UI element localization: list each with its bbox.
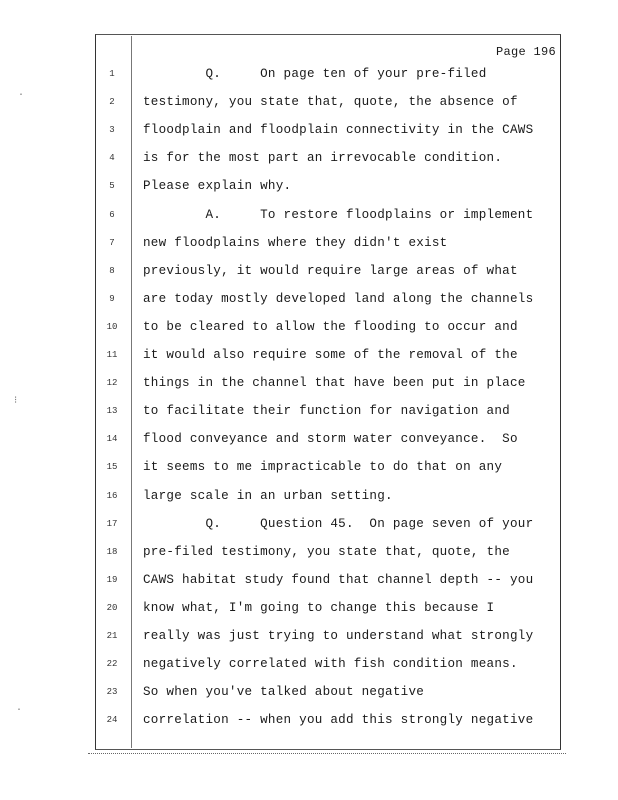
bottom-divider bbox=[88, 753, 566, 754]
line-text: new floodplains where they didn't exist bbox=[143, 235, 448, 250]
line-number: 9 bbox=[109, 293, 115, 304]
line-number: 3 bbox=[109, 125, 115, 136]
line-number: 21 bbox=[106, 631, 118, 641]
line-number: 1 bbox=[109, 69, 115, 79]
line-text: things in the channel that have been put in place bbox=[143, 376, 526, 391]
line-text: negatively correlated with fish condition means. bbox=[143, 657, 518, 672]
line-text: it would also require some of the removal of the bbox=[143, 348, 518, 362]
line-text: flood conveyance and storm water conveyance. So bbox=[143, 432, 518, 447]
transcript-line bbox=[0, 514, 618, 534]
line-number: 4 bbox=[109, 153, 115, 164]
page-number: Page 196 bbox=[495, 45, 556, 59]
line-text: pre-filed testimony, you state that, quote, the bbox=[143, 544, 510, 559]
line-text: Q. Question 45. On page seven of your bbox=[143, 516, 534, 531]
line-number: 8 bbox=[109, 265, 115, 276]
transcript-line bbox=[0, 654, 618, 674]
line-text: to be cleared to allow the flooding to occur and bbox=[143, 319, 518, 334]
transcript-line bbox=[0, 429, 618, 449]
transcript-line bbox=[0, 598, 618, 618]
line-text: really was just trying to understand what strongly bbox=[143, 629, 534, 643]
line-number: 20 bbox=[106, 602, 118, 613]
line-text: Q. On page ten of your pre-filed bbox=[143, 67, 487, 81]
line-number: 14 bbox=[106, 434, 118, 445]
line-number: 5 bbox=[109, 181, 115, 192]
line-text: large scale in an urban setting. bbox=[143, 488, 393, 503]
transcript-line bbox=[0, 317, 618, 337]
line-text: testimony, you state that, quote, the absence of bbox=[143, 95, 518, 110]
line-number: 13 bbox=[106, 406, 118, 417]
transcript-line bbox=[0, 205, 618, 225]
line-number: 15 bbox=[106, 462, 118, 473]
transcript-line bbox=[0, 457, 618, 477]
transcript-line bbox=[0, 710, 618, 730]
transcript-line bbox=[0, 233, 618, 253]
transcript-line bbox=[0, 120, 618, 140]
line-text: to facilitate their function for navigation and bbox=[143, 404, 510, 419]
line-text: it seems to me impracticable to do that on any bbox=[143, 460, 503, 475]
line-text: Please explain why. bbox=[143, 179, 292, 194]
transcript-line bbox=[0, 401, 618, 421]
transcript-line bbox=[0, 64, 618, 84]
transcript-line bbox=[0, 570, 618, 590]
transcript-line bbox=[0, 261, 618, 281]
scan-mark: ⁝ bbox=[14, 396, 18, 407]
transcript-line bbox=[0, 486, 618, 506]
scan-mark: · bbox=[18, 90, 25, 101]
line-number: 22 bbox=[106, 659, 118, 670]
line-text: are today mostly developed land along the channels bbox=[143, 291, 534, 306]
line-number: 19 bbox=[106, 574, 118, 585]
line-text: A. To restore floodplains or implement bbox=[143, 207, 534, 222]
line-number: 6 bbox=[109, 209, 115, 220]
line-text: floodplain and floodplain connectivity in the CAWS bbox=[143, 123, 534, 138]
line-number: 23 bbox=[106, 687, 118, 698]
line-text: know what, I'm going to change this because I bbox=[143, 600, 495, 615]
line-number: 24 bbox=[106, 715, 118, 726]
transcript-line bbox=[0, 92, 618, 112]
transcript-line bbox=[0, 626, 618, 646]
line-number: 11 bbox=[106, 350, 118, 360]
transcript-line bbox=[0, 148, 618, 168]
scan-mark: · bbox=[16, 705, 23, 716]
line-text: previously, it would require large areas of what bbox=[143, 263, 518, 278]
transcript-line bbox=[0, 542, 618, 562]
transcript-line bbox=[0, 289, 618, 309]
transcript-line bbox=[0, 176, 618, 196]
line-number: 10 bbox=[106, 321, 118, 332]
transcript-line bbox=[0, 345, 618, 365]
transcript-line bbox=[0, 682, 618, 702]
line-text: correlation -- when you add this strongly negative bbox=[143, 713, 534, 728]
line-text: CAWS habitat study found that channel depth -- you bbox=[143, 572, 534, 587]
line-number: 7 bbox=[109, 237, 115, 248]
line-text: So when you've talked about negative bbox=[143, 685, 425, 700]
line-number: 18 bbox=[106, 546, 118, 557]
line-number: 12 bbox=[106, 378, 118, 389]
line-number: 16 bbox=[106, 490, 118, 501]
line-number: 17 bbox=[106, 518, 118, 529]
line-text: is for the most part an irrevocable condition. bbox=[143, 151, 503, 166]
transcript-line bbox=[0, 373, 618, 393]
line-number: 2 bbox=[109, 97, 115, 108]
